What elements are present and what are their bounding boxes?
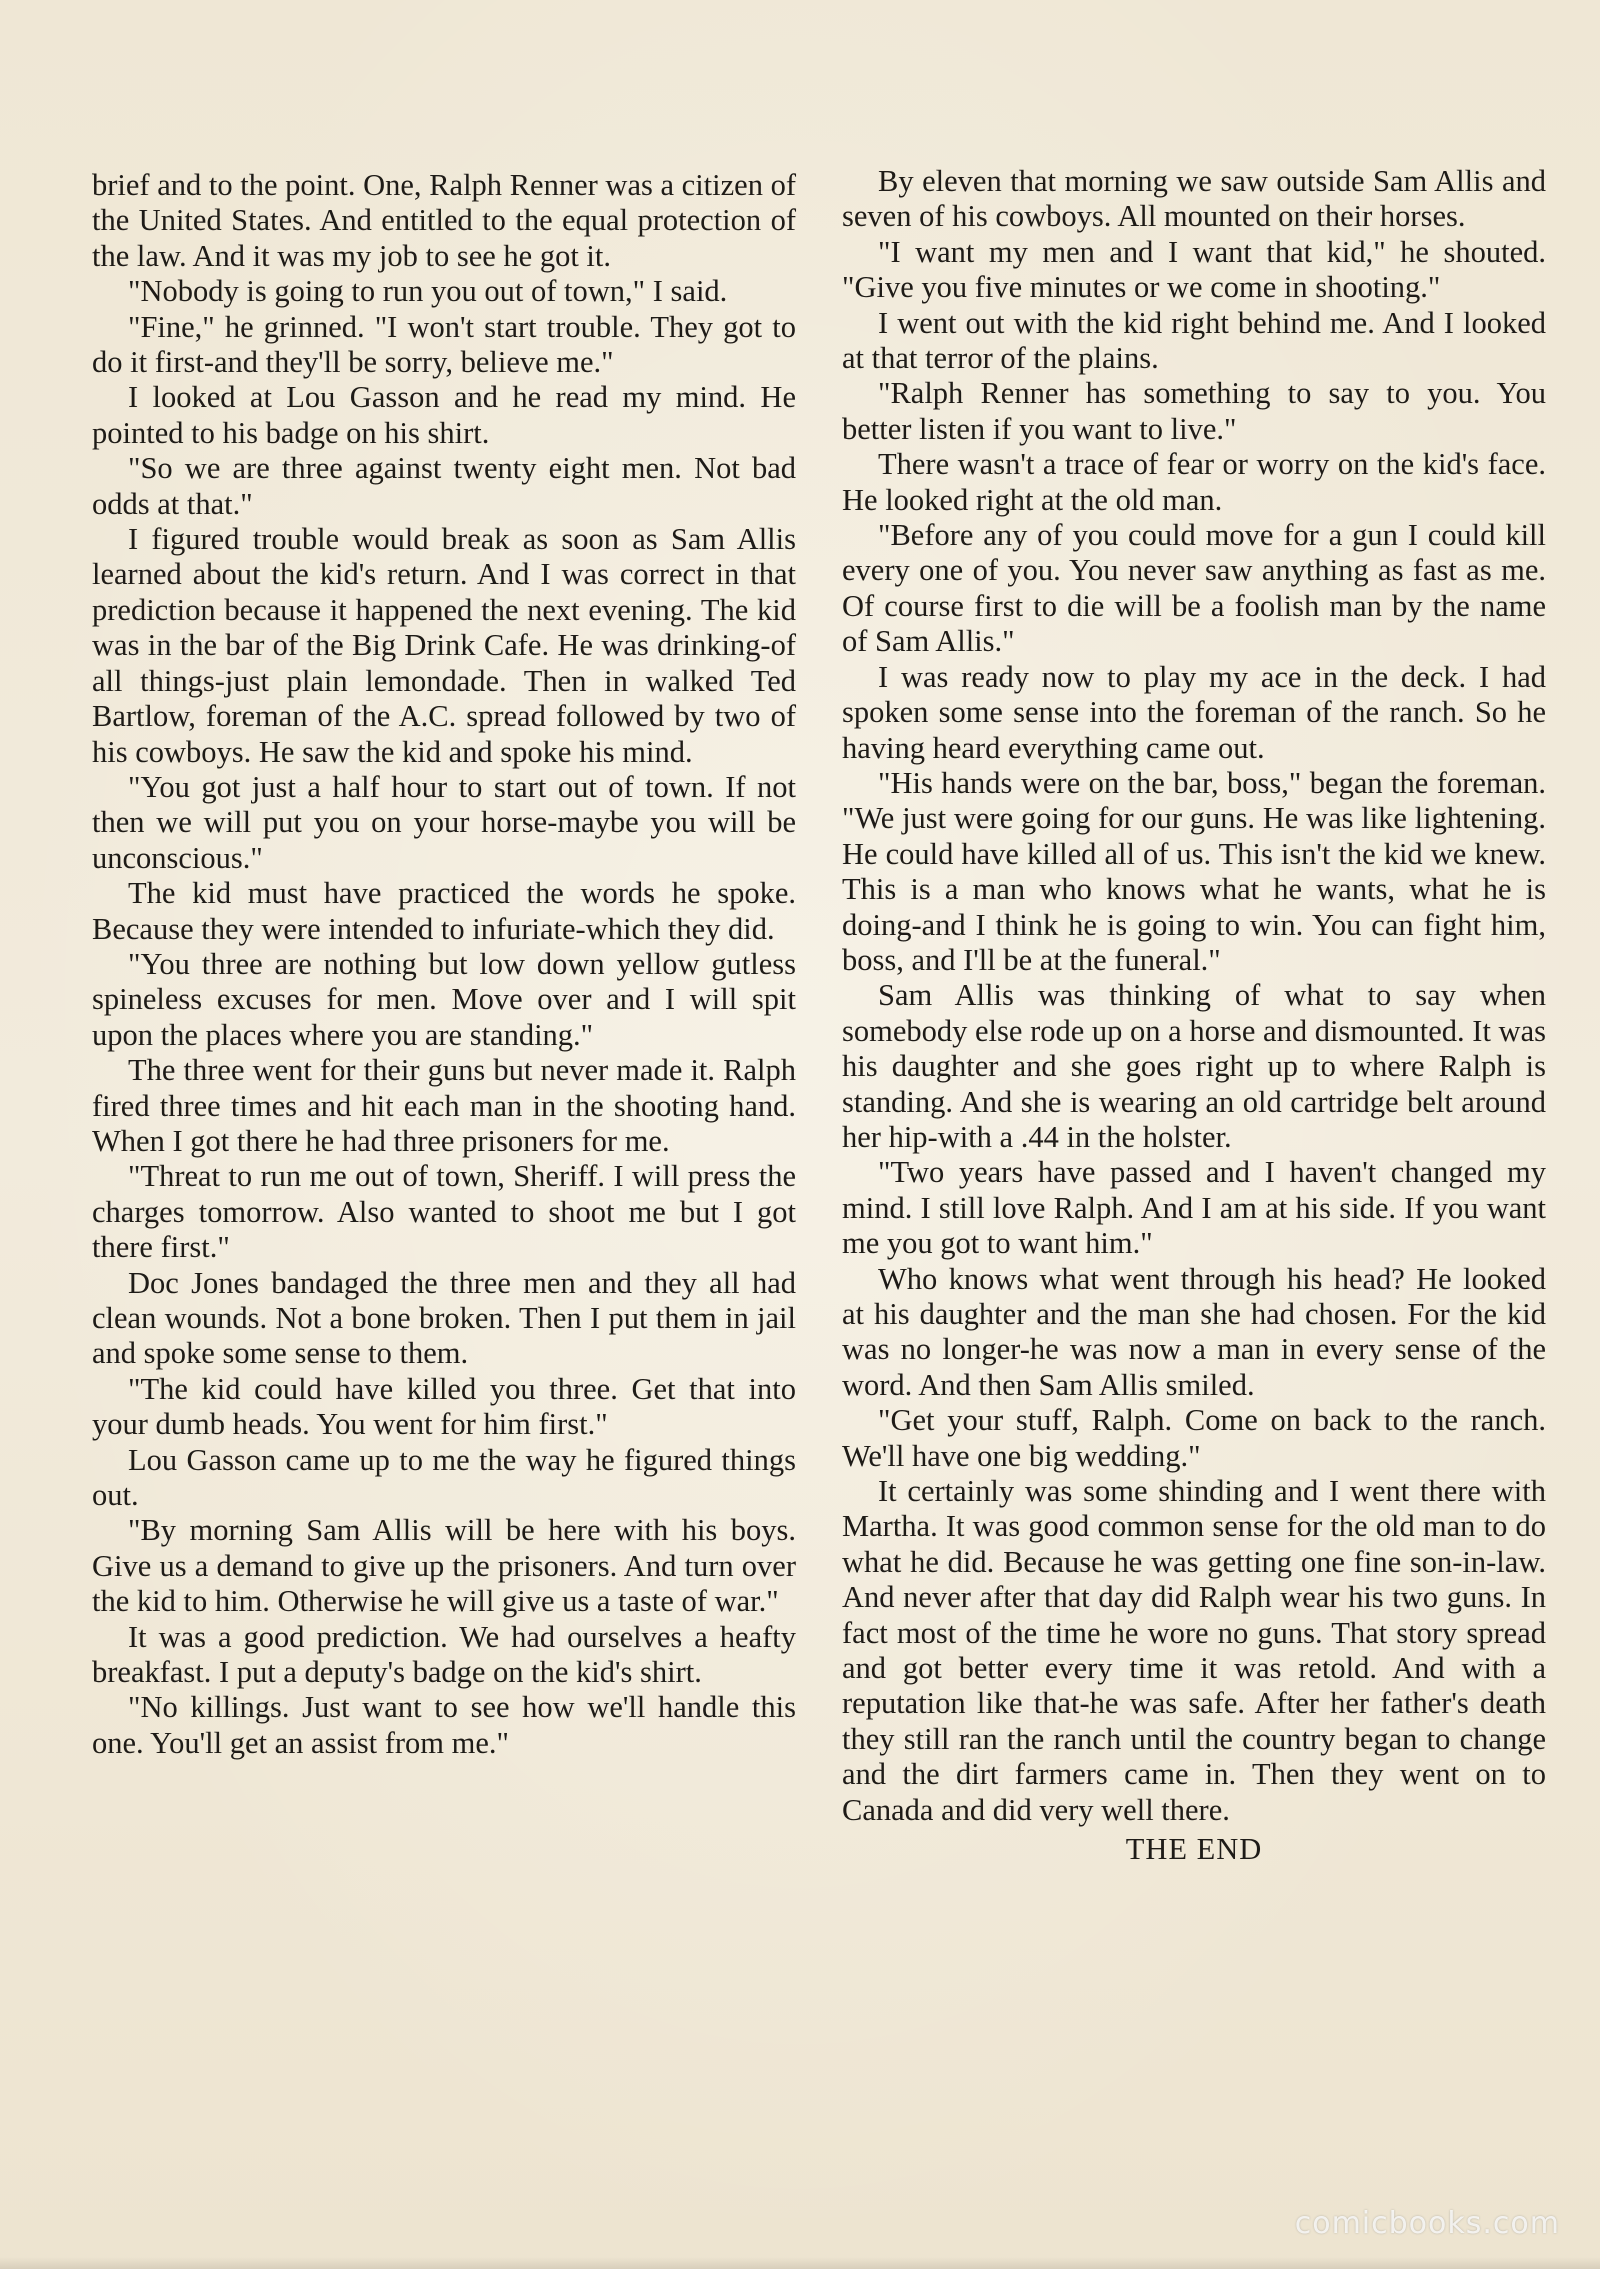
paragraph: The kid must have practiced the words he spoke. Because they were intended to infuriate-which they did. [92, 876, 796, 946]
paragraph: "Nobody is going to run you out of town," I said. [128, 274, 728, 309]
paragraph: It was a good prediction. We had ourselves a heafty breakfast. I put a deputy's badge on the kid's shirt. [92, 1619, 796, 1690]
paragraph: "Get your stuff, Ralph. Come on back to the ranch. We'll have one big wedding." [842, 1403, 1546, 1473]
paragraph: "You got just a half hour to start out of town. If not then we will put you on your horse-maybe you will be unconscious." [92, 769, 796, 875]
right-text-column [842, 164, 1546, 1868]
paragraph: "I want my men and I want that kid," he shouted. "Give you five minutes or we come in shooting." [842, 234, 1546, 305]
paragraph: Lou Gasson came up to me the way he figured things out. [92, 1442, 796, 1513]
paragraph: brief and to the point. One, Ralph Renner was a citizen of the United States. And entitled to the equal protection of the law. And it was my job to see he got it. [92, 168, 796, 273]
paragraph: By eleven that morning we saw outside Sam Allis and seven of his cowboys. All mounted on their horses. [842, 164, 1546, 234]
paragraph: I went out with the kid right behind me. And I looked at that terror of the plains. [842, 305, 1546, 376]
paragraph: Doc Jones bandaged the three men and they all had clean wounds. Not a bone broken. Then I put them in jail and spoke some sense to them. [92, 1265, 796, 1371]
paragraph: "Two years have passed and I haven't changed my mind. I still love Ralph. And I am at his side. If you want me you got to want him." [842, 1155, 1546, 1261]
paragraph: "By morning Sam Allis will be here with his boys. Give us a demand to give up the prisoners. And turn over the kid to him. Otherwise he will give us a taste of war." [92, 1513, 796, 1619]
paragraph: The three went for their guns but never made it. Ralph fired three times and hit each man in the shooting hand. When I got there he had three prisoners for me. [92, 1053, 796, 1158]
paragraph: "So we are three against twenty eight men. Not bad odds at that." [92, 451, 796, 521]
site-watermark: comicbooks.com [1294, 2206, 1560, 2241]
left-text-column [92, 168, 796, 1761]
paragraph: I looked at Lou Gasson and he read my mind. He pointed to his badge on his shirt. [92, 380, 796, 450]
paragraph: I was ready now to play my ace in the deck. I had spoken some sense into the foreman of the ranch. So he having heard everything came out. [842, 659, 1546, 765]
paragraph: "No killings. Just want to see how we'll handle this one. You'll get an assist from me." [92, 1690, 796, 1760]
paragraph: "You three are nothing but low down yellow gutless spineless excuses for men. Move over and I will spit upon the places where you are standing." [92, 946, 796, 1052]
the-end-label: THE END [1125, 1832, 1263, 1867]
paragraph: "Fine," he grinned. "I won't start trouble. They got to do it first-and they'll be sorry, believe me." [92, 309, 796, 380]
paragraph: "Ralph Renner has something to say to you. You better listen if you want to live." [842, 376, 1546, 446]
paragraph: "Threat to run me out of town, Sheriff. I will press the charges tomorrow. Also wanted to shoot me but I got there first." [92, 1159, 796, 1265]
paragraph: Who knows what went through his head? He looked at his daughter and the man she had chosen. For the kid was no longer-he was now a man in every sense of the word. And then Sam Allis smiled. [842, 1261, 1546, 1402]
page-bottom-edge [0, 2257, 1600, 2269]
paragraph: "His hands were on the bar, boss," began the foreman. "We just were going for our guns. He was like lightening. He could have killed all of us. This isn't the kid we knew. This is a man who knows what he wants, what he is doing-and I think he is going to win. You can fight him, boss, and I'll be at the funeral." [842, 765, 1546, 977]
paragraph: I figured trouble would break as soon as Sam Allis learned about the kid's return. And I was correct in that prediction because it happened the next evening. The kid was in the bar of the Big Drink Cafe. He was drinking-of all things-just plain lemondade. Then in walked Ted Bartlow, foreman of the A.C. spread followed by two of his cowboys. He saw the kid and spoke his mind. [92, 522, 796, 769]
paragraph: There wasn't a trace of fear or worry on the kid's face. He looked right at the old man. [842, 447, 1546, 517]
paragraph: It certainly was some shinding and I went there with Martha. It was good common sense for the old man to do what he did. Because he was getting one fine son-in-law. And never after that day did Ralph wear his two guns. In fact most of the time he wore no guns. That story spread and got better every time it was retold. And with a reputation like that-he was safe. After her father's death they still ran the ranch until the country began to change and the dirt farmers came in. Then they went on to Canada and did very well there. [842, 1474, 1546, 1827]
paragraph: "Before any of you could move for a gun I could kill every one of you. You never saw anything as fast as me. Of course first to die will be a foolish man by the name of Sam Allis." [842, 518, 1546, 659]
paragraph: Sam Allis was thinking of what to say when somebody else rode up on a horse and dismounted. It was his daughter and she goes right up to where Ralph is standing. And she is wearing an old cartridge belt around her hip-with a .44 in the holster. [842, 978, 1546, 1154]
paragraph: "The kid could have killed you three. Get that into your dumb heads. You went for him first." [92, 1371, 796, 1442]
